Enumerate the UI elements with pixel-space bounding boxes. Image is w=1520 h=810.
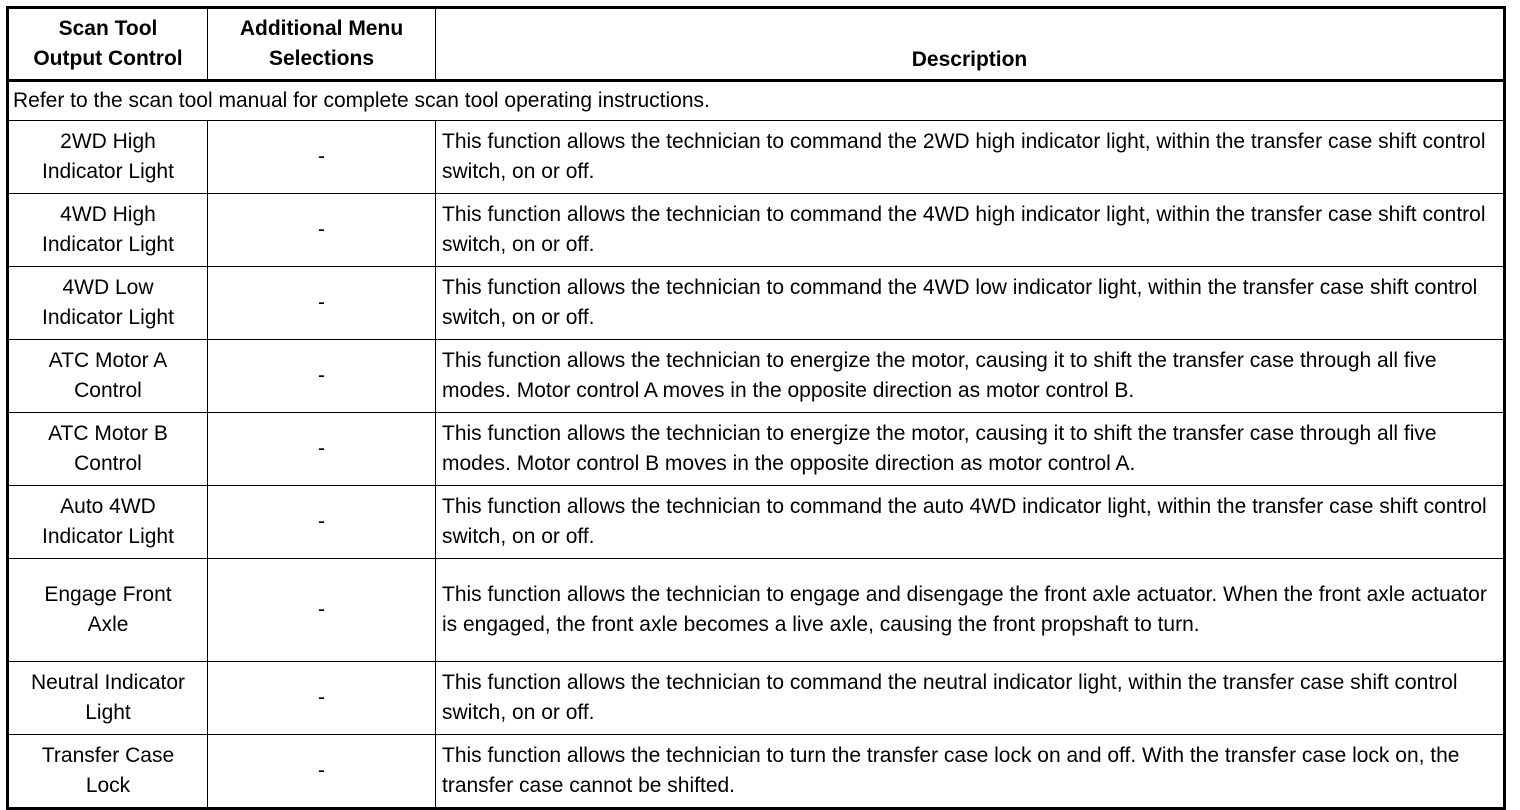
output-control-name-line1: 4WD Low xyxy=(62,276,154,299)
table-row xyxy=(8,121,1505,194)
output-control-name-line2: Indicator Light xyxy=(42,233,174,256)
output-control-name xyxy=(8,267,208,340)
output-control-name-line2: Control xyxy=(74,379,142,402)
header-menu-selections xyxy=(208,8,436,81)
header-description: Description xyxy=(436,8,1505,81)
output-control-name xyxy=(8,413,208,486)
output-control-name xyxy=(8,486,208,559)
output-control-name-line1: Engage Front xyxy=(44,583,172,606)
description: This function allows the technician to energize the motor, causing it to shift the transfer case through all five modes. Motor control A moves in the opposite direction as motor control B. xyxy=(436,340,1505,413)
menu-selection: - xyxy=(208,413,436,486)
output-control-name-line2: Indicator Light xyxy=(42,525,174,548)
output-control-name-line1: Transfer Case xyxy=(41,744,175,767)
note-row xyxy=(8,81,1505,121)
output-control-name-line2: Light xyxy=(85,701,131,724)
table-row xyxy=(8,662,1505,735)
output-control-name-line1: 4WD High xyxy=(60,203,156,226)
table-row xyxy=(8,413,1505,486)
operating-instructions-note: Refer to the scan tool manual for complete scan tool operating instructions. xyxy=(8,81,1505,121)
menu-selection: - xyxy=(208,267,436,340)
description: This function allows the technician to command the 4WD high indicator light, within the transfer case shift control switch, on or off. xyxy=(436,194,1505,267)
output-control-name-line1: 2WD High xyxy=(60,130,156,153)
menu-selection: - xyxy=(208,486,436,559)
table-row xyxy=(8,486,1505,559)
description: This function allows the technician to turn the transfer case lock on and off. With the transfer case lock on, the transfer case cannot be shifted. xyxy=(436,735,1505,809)
header-output-control-line2: Output Control xyxy=(33,47,183,70)
description: This function allows the technician to engage and disengage the front axle actuator. When the front axle actuator is engaged, the front axle becomes a live axle, causing the front propshaft to turn. xyxy=(436,559,1505,662)
output-control-name-line1: ATC Motor A xyxy=(48,349,168,372)
output-control-name-line2: Lock xyxy=(85,774,131,797)
table-row xyxy=(8,340,1505,413)
header-menu-selections-line2: Selections xyxy=(268,47,375,70)
header-output-control-line1: Scan Tool xyxy=(58,17,158,40)
output-control-name xyxy=(8,735,208,809)
output-control-name-line2: Axle xyxy=(87,613,129,636)
menu-selection: - xyxy=(208,194,436,267)
output-control-name xyxy=(8,559,208,662)
description: This function allows the technician to command the neutral indicator light, within the transfer case shift control switch, on or off. xyxy=(436,662,1505,735)
table-row xyxy=(8,194,1505,267)
description: This function allows the technician to command the auto 4WD indicator light, within the transfer case shift control switch, on or off. xyxy=(436,486,1505,559)
description: This function allows the technician to command the 2WD high indicator light, within the transfer case shift control switch, on or off. xyxy=(436,121,1505,194)
description: This function allows the technician to energize the motor, causing it to shift the transfer case through all five modes. Motor control B moves in the opposite direction as motor control A. xyxy=(436,413,1505,486)
menu-selection: - xyxy=(208,662,436,735)
menu-selection: - xyxy=(208,559,436,662)
table-row xyxy=(8,559,1505,662)
output-control-name-line2: Control xyxy=(74,452,142,475)
output-control-name-line1: Auto 4WD xyxy=(60,495,156,518)
output-control-name xyxy=(8,662,208,735)
header-menu-selections-line1: Additional Menu xyxy=(239,17,404,40)
output-control-name-line1: ATC Motor B xyxy=(48,422,168,445)
scan-tool-output-controls-table xyxy=(6,6,1506,810)
table-row xyxy=(8,735,1505,809)
output-control-name xyxy=(8,121,208,194)
header-output-control xyxy=(8,8,208,81)
table-header-row xyxy=(8,8,1505,81)
output-control-name-line1: Neutral Indicator xyxy=(30,671,186,694)
output-control-name xyxy=(8,340,208,413)
output-control-name-line2: Indicator Light xyxy=(42,160,174,183)
description: This function allows the technician to command the 4WD low indicator light, within the transfer case shift control switch, on or off. xyxy=(436,267,1505,340)
menu-selection: - xyxy=(208,340,436,413)
output-control-name-line2: Indicator Light xyxy=(42,306,174,329)
table-row xyxy=(8,267,1505,340)
output-control-name xyxy=(8,194,208,267)
menu-selection: - xyxy=(208,735,436,809)
menu-selection: - xyxy=(208,121,436,194)
